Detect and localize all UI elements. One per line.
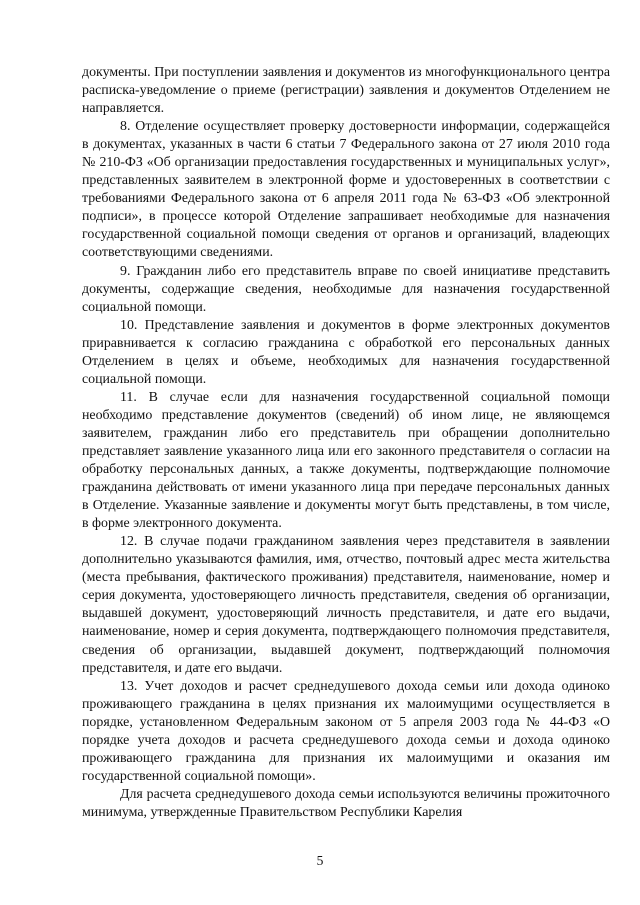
document-body	[82, 64, 610, 822]
paragraph-item-12: 12. В случае подачи гражданином заявления через представителя в заявлении дополнительно указываются фамилия, имя, отчество, почтовый адрес места жительства (места пребывания, фактического проживания) представителя, наименование, номер и серия документа, удостоверяющего личность представителя, сведения об организации, выдавшей документ, удостоверяющий личность представителя, и дате его выдачи, наименование, номер и серия документа, подтверждающего полномочия представителя, сведения об организации, выдавшей документ, подтверждающий полномочия представителя, и дате его выдачи.	[82, 534, 610, 676]
paragraph-item-10: 10. Представление заявления и документов в форме электронных документов приравнивается к согласию гражданина с обработкой его персональных данных Отделением в целях и объеме, необходимых для назначения государственной социальной помощи.	[82, 317, 610, 387]
paragraph-item-13: 13. Учет доходов и расчет среднедушевого дохода семьи или дохода одиноко проживающего гражданина в целях признания их малоимущими осуществляется в порядке, установленном Федеральным законом от 5 апреля 2003 года № 44-ФЗ «О порядке учета доходов и расчета среднедушевого дохода семьи и дохода одиноко проживающего гражданина для признания их малоимущими и оказания им государственной социальной помощи».	[82, 678, 610, 784]
paragraph-item-8: 8. Отделение осуществляет проверку достоверности информации, содержащейся в документах, указанных в части 6 статьи 7 Федерального закона от 27 июля 2010 года № 210-ФЗ «Об организации предоставления государственных и муниципальных услуг», представленных заявителем в электронной форме и удостоверенных в соответствии с требованиями Федерального закона от 6 апреля 2011 года № 63-ФЗ «Об электронной подписи», в процессе которой Отделение запрашивает необходимые для назначения государственной социальной помощи сведения от органов и организаций, владеющих соответствующими сведениями.	[82, 119, 610, 261]
paragraph-subsistence-minimum: Для расчета среднедушевого дохода семьи используются величины прожиточного минимума, утвержденные Правительством Республики Карелия	[82, 786, 610, 820]
paragraph-item-11: 11. В случае если для назначения государственной социальной помощи необходимо представление документов (сведений) об ином лице, не являющемся заявителем, гражданин либо его представитель при обращении дополнительно представляет заявление указанного лица или его законного представителя о согласии на обработку персональных данных, а также документы, подтверждающие полномочие гражданина действовать от имени указанного лица при передаче персональных данных в Отделение. Указанные заявление и документы могут быть представлены, в том числе, в форме электронного документа.	[82, 389, 610, 532]
paragraph-continuation: документы. При поступлении заявления и документов из многофункционального центра расписка-уведомление о приеме (регистрации) заявления и документов Отделением не направляется.	[82, 65, 610, 117]
paragraph-item-9: 9. Гражданин либо его представитель вправе по своей инициативе представить документы, содержащие сведения, необходимые для назначения государственной социальной помощи.	[82, 263, 610, 315]
page-number: 5	[316, 853, 324, 868]
